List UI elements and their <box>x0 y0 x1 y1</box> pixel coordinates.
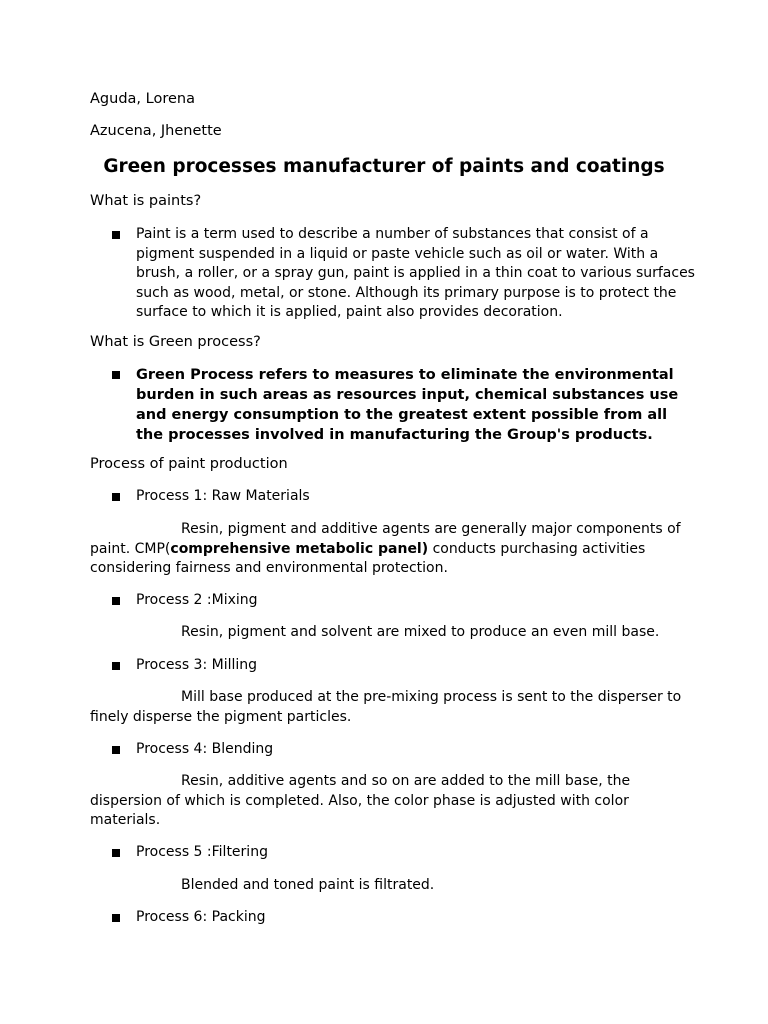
square-bullet-icon <box>112 914 120 922</box>
process-label: Process 3: Milling <box>136 657 258 673</box>
process-list-item <box>136 656 696 676</box>
square-bullet-icon <box>112 371 120 379</box>
process-label: Process 4: Blending <box>136 741 274 757</box>
process-description: Resin, pigment and solvent are mixed to produce an even mill base. <box>181 624 660 640</box>
process-description: Resin, additive agents and so on are added to the mill base, the dispersion of which is completed. Also, the color phase is adjusted with color materials. <box>90 773 631 828</box>
process-label: Process 5 :Filtering <box>136 844 268 860</box>
bold-term: comprehensive metabolic panel) <box>170 540 429 557</box>
author-name-2: Azucena, Jhenette <box>90 123 222 139</box>
section-heading-paints: What is paints? <box>90 193 202 209</box>
process-list-item <box>136 487 696 507</box>
square-bullet-icon <box>112 849 120 857</box>
process-label: Process 6: Packing <box>136 909 266 925</box>
process-description: Resin, pigment and additive agents are generally major components of paint. CMP(comprehensive metabolic panel) conducts purchasing activities considering fairness and environmental protection. <box>90 521 681 576</box>
section-heading-paint-production: Process of paint production <box>90 456 288 472</box>
author-name-1: Aguda, Lorena <box>90 91 195 107</box>
process-list-item <box>136 591 696 611</box>
process-list-item <box>136 908 696 928</box>
square-bullet-icon <box>112 662 120 670</box>
bullet-text: Green Process refers to measures to eliminate the environmental burden in such areas as resources input, chemical substances use and energy consumption to the greatest extent possible from all the processes involved in manufacturing the Group's products. <box>136 367 679 443</box>
bullet-item-paint-definition <box>136 225 696 323</box>
process-description: Blended and toned paint is filtrated. <box>181 877 435 893</box>
process-list-item <box>136 843 696 863</box>
bullet-item-green-process-definition <box>136 365 696 445</box>
square-bullet-icon <box>112 231 120 239</box>
document-title: Green processes manufacturer of paints and coatings <box>103 156 665 177</box>
process-label: Process 2 :Mixing <box>136 592 258 608</box>
square-bullet-icon <box>112 597 120 605</box>
section-heading-green-process: What is Green process? <box>90 334 261 350</box>
square-bullet-icon <box>112 746 120 754</box>
process-list-item <box>136 740 696 760</box>
process-label: Process 1: Raw Materials <box>136 488 310 504</box>
bullet-text: Paint is a term used to describe a number of substances that consist of a pigment suspended in a liquid or paste vehicle such as oil or water. With a brush, a roller, or a spray gun, paint is applied in a thin coat to various surfaces such as wood, metal, or stone. Although its primary purpose is to protect the surface to which it is applied, paint also provides decoration. <box>136 226 695 320</box>
process-description: Mill base produced at the pre-mixing process is sent to the disperser to finely disperse the pigment particles. <box>90 689 682 725</box>
square-bullet-icon <box>112 493 120 501</box>
